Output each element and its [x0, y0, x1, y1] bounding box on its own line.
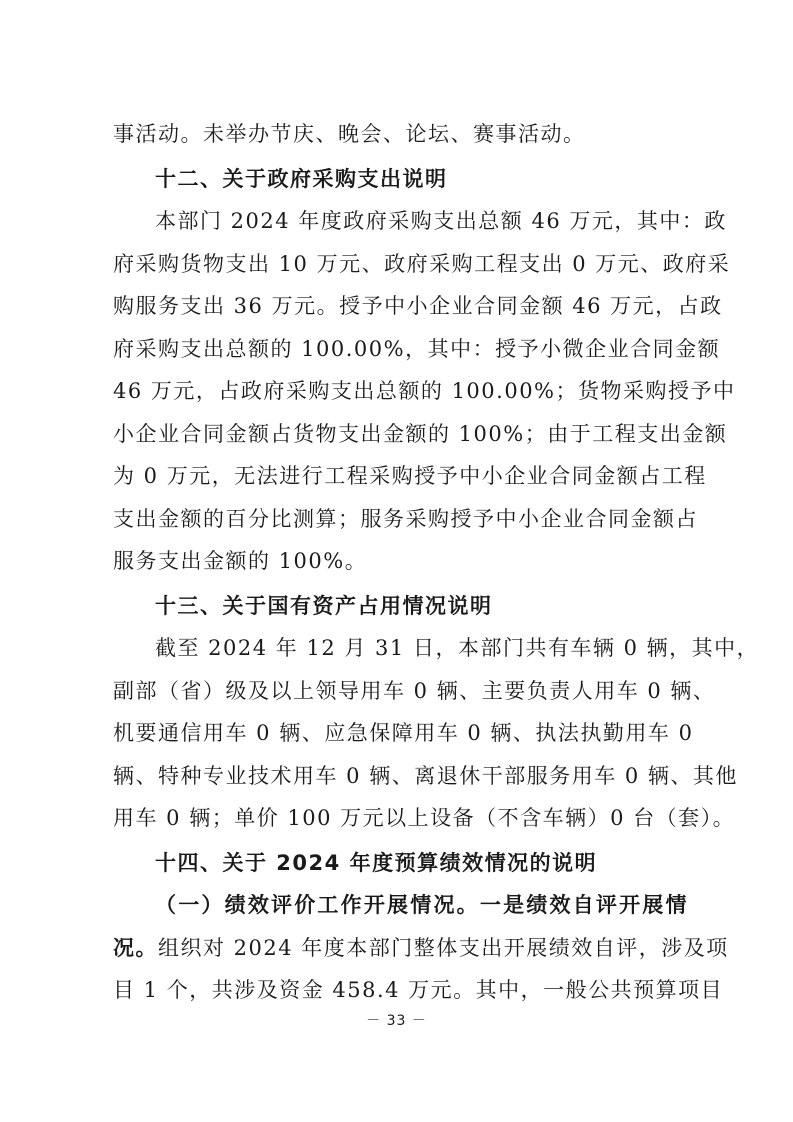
- bold-lead: 况。: [113, 935, 158, 960]
- paragraph-line: 辆、特种专业技术用车 0 辆、离退休干部服务用车 0 辆、其他: [113, 764, 738, 788]
- paragraph-line: 为 0 万元，无法进行工程采购授予中小企业合同金额占工程: [113, 464, 707, 488]
- paragraph-line: 副部（省）级及以上领导用车 0 辆、主要负责人用车 0 辆、: [113, 679, 716, 703]
- paragraph-line: 事活动。未举办节庆、晚会、论坛、赛事活动。: [113, 122, 586, 146]
- paragraph-line: 目 1 个，共涉及资金 458.4 万元。其中，一般公共预算项目: [113, 978, 724, 1002]
- paragraph-line: 府采购支出总额的 100.00%，其中：授予小微企业合同金额: [113, 337, 721, 361]
- paragraph-line: 用车 0 辆；单价 100 万元以上设备（不含车辆）0 台（套）。: [113, 806, 736, 830]
- paragraph-line: [113, 934, 729, 962]
- section-heading-14: 十四、关于 2024 年度预算绩效情况的说明: [155, 851, 598, 875]
- paragraph-line: 府采购货物支出 10 万元、政府采购工程支出 0 万元、政府采: [113, 252, 731, 276]
- paragraph-line: 截至 2024 年 12 月 31 日，本部门共有车辆 0 辆，其中，: [155, 636, 760, 660]
- paragraph-text: 组织对 2024 年度本部门整体支出开展绩效自评，涉及项: [158, 936, 729, 960]
- section-heading-12: 十二、关于政府采购支出说明: [155, 167, 448, 191]
- paragraph-line: 46 万元，占政府采购支出总额的 100.00%；货物采购授予中: [113, 379, 736, 403]
- section-heading-13: 十三、关于国有资产占用情况说明: [155, 594, 493, 618]
- paragraph-line: 购服务支出 36 万元。授予中小企业合同金额 46 万元，占政: [113, 294, 723, 318]
- paragraph-line: 本部门 2024 年度政府采购支出总额 46 万元，其中：政: [155, 209, 727, 233]
- paragraph-line: 支出金额的百分比测算；服务采购授予中小企业合同金额占: [113, 507, 698, 531]
- subsection-heading: （一）绩效评价工作开展情况。一是绩效自评开展情: [155, 892, 688, 917]
- paragraph-line: 机要通信用车 0 辆、应急保障用车 0 辆、执法执勤用车 0: [113, 721, 694, 745]
- paragraph-line: 服务支出金额的 100%。: [113, 549, 368, 573]
- paragraph-line: 小企业合同金额占货物支出金额的 100%；由于工程支出金额: [113, 422, 728, 446]
- page-number: － 33 －: [366, 1013, 427, 1029]
